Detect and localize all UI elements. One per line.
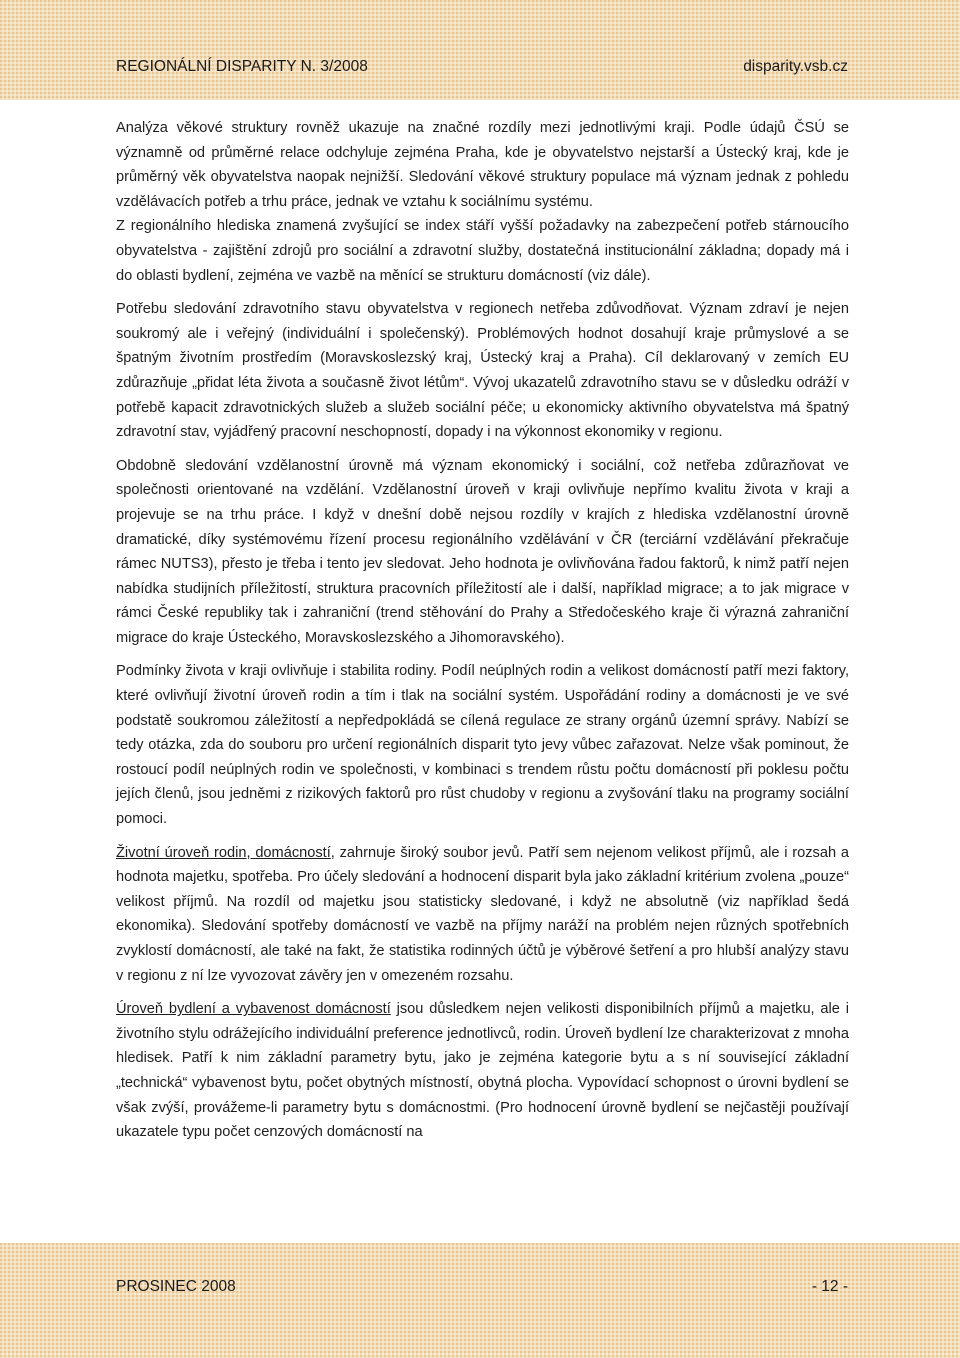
paragraph-living-standard	[116, 841, 849, 989]
page-number: - 12 -	[811, 1278, 848, 1295]
header-band	[0, 0, 960, 100]
living-standard-term: Životní úroveň rodin, domácností	[116, 844, 331, 861]
paragraph-education: Obdobně sledování vzdělanostní úrovně má význam ekonomický i sociální, což netřeba zdůrazňovat ve společnosti orientované na vzdělání. Vzdělanostní úroveň v kraji ovlivňuje nepřímo kvalitu života v kraji a projevuje se na trhu práce. I když v dnešní době nejsou rozdíly v krajích z hlediska vzdělanostní úrovně dramatické, díky systémovému řízení procesu regionálního vzdělávání v ČR (terciární vzdělávání překračuje rámec NUTS3), přesto je třeba i tento jev sledovat. Jeho hodnota je ovlivňována řadou faktorů, k nimž patří nejen nabídka studijních příležitostí, struktura pracovních příležitostí ale i další, například migrace; a to jak migrace v rámci České republiky tak i zahraniční (trend stěhování do Prahy a Středočeského kraje či výrazná zahraniční migrace do kraje Ústeckého, Moravskoslezského a Jihomoravského).	[116, 457, 849, 646]
paragraph-health: Potřebu sledování zdravotního stavu obyvatelstva v regionech netřeba zdůvodňovat. Význam zdraví je nejen soukromý ale i veřejný (individuální i společenský). Problémových hodnot dosahují kraje průmyslové a se špatným životním prostředím (Moravskoslezský kraj, Ústecký kraj a Praha). Cíl deklarovaný v zemích EU zdůrazňuje „přidat léta života a současně život létům“. Vývoj ukazatelů zdravotního stavu se v důsledku odráží v potřebě kapacit zdravotnických služeb a služeb sociální péče; u ekonomicky aktivního obyvatelstva má špatný zdravotní stav, vyjádřený pracovní neschopností, dopady i na výkonnost ekonomiky v regionu.	[116, 301, 849, 441]
paragraph-housing	[116, 997, 849, 1145]
page-body	[116, 116, 849, 1145]
paragraph-aging-index: Z regionálního hlediska znamená zvyšující se index stáří vyšší požadavky na zabezpečení potřeb stárnoucího obyvatelstva - zajištění zdrojů pro sociální a zdravotní služby, dostatečná institucionální základna; dopady má i do oblasti bydlení, zejména ve vazbě na měnící se strukturu domácností (viz dále).	[116, 218, 849, 284]
website-link[interactable]: disparity.vsb.cz	[743, 58, 848, 75]
footer-band	[0, 1243, 960, 1358]
journal-title: REGIONÁLNÍ DISPARITY N. 3/2008	[116, 58, 368, 75]
issue-date: PROSINEC 2008	[116, 1278, 236, 1295]
housing-term: Úroveň bydlení a vybavenost domácností	[116, 1001, 391, 1018]
living-standard-text: , zahrnuje široký soubor jevů. Patří sem nejenom velikost příjmů, ale i rozsah a hodnota majetku, spotřeba. Pro účely sledování a hodnocení disparit byla jako základní kritérium zvolena „pouze“ velikost příjmů. Na rozdíl od majetku jsou statisticky sledované, i když ne absolutně (viz například šedá ekonomika). Sledování spotřeby domácností ve vazbě na příjmy naráží na problém nejen různých spotřebních zvyklostí domácností, ale také na fakt, že statistika rodinných účtů je výběrové šetření a pro hlubší analýzy stavu v regionu z ní lze vyvozovat závěry jen v omezeném rozsahu.	[116, 844, 849, 984]
paragraph-age-structure: Analýza věkové struktury rovněž ukazuje na značné rozdíly mezi jednotlivými kraji. Podle údajů ČSÚ se významně od průměrné relace odchyluje zejména Praha, kde je obyvatelstvo nejstarší a Ústecký kraj, kde je průměrný věk obyvatelstva naopak nejnižší. Sledování věkové struktury populace má význam jednak z pohledu vzdělávacích potřeb a trhu práce, jednak ve vztahu k sociálnímu systému.	[116, 120, 849, 210]
housing-text: jsou důsledkem nejen velikosti disponibilních příjmů a majetku, ale i životního stylu odrážejícího individuální preference jednotlivců, rodin. Úroveň bydlení lze charakterizovat z mnoha hledisek. Patří k nim základní parametry bytu, jako je zejména kategorie bytu a s ní související základní „technická“ vybavenost bytu, počet obytných místností, obytná plocha. Vypovídací schopnost o úrovni bydlení se však zvýší, provážeme-li parametry bytu s domácnostmi. (Pro hodnocení úrovně bydlení se nejčastěji používají ukazatele typu počet cenzových domácností na	[116, 1001, 849, 1141]
paragraph-family: Podmínky života v kraji ovlivňuje i stabilita rodiny. Podíl neúplných rodin a velikost domácností patří mezi faktory, které ovlivňují životní úroveň rodin a tím i tlak na sociální systém. Uspořádání rodiny a domácnosti je ve své podstatě soukromou záležitostí a nepředpokládá se cílená regulace ze strany orgánů územní správy. Nabízí se tedy otázka, zda do souboru pro určení regionálních disparit tyto jevy vůbec zařazovat. Nelze však pominout, že rostoucí podíl neúplných rodin ve společnosti, v kombinaci s trendem růstu počtu domácností při poklesu počtu jejích členů, jsou jedněmi z rizikových faktorů pro růst chudoby v regionu a zvyšování tlaku na programy sociální pomoci.	[116, 663, 849, 828]
